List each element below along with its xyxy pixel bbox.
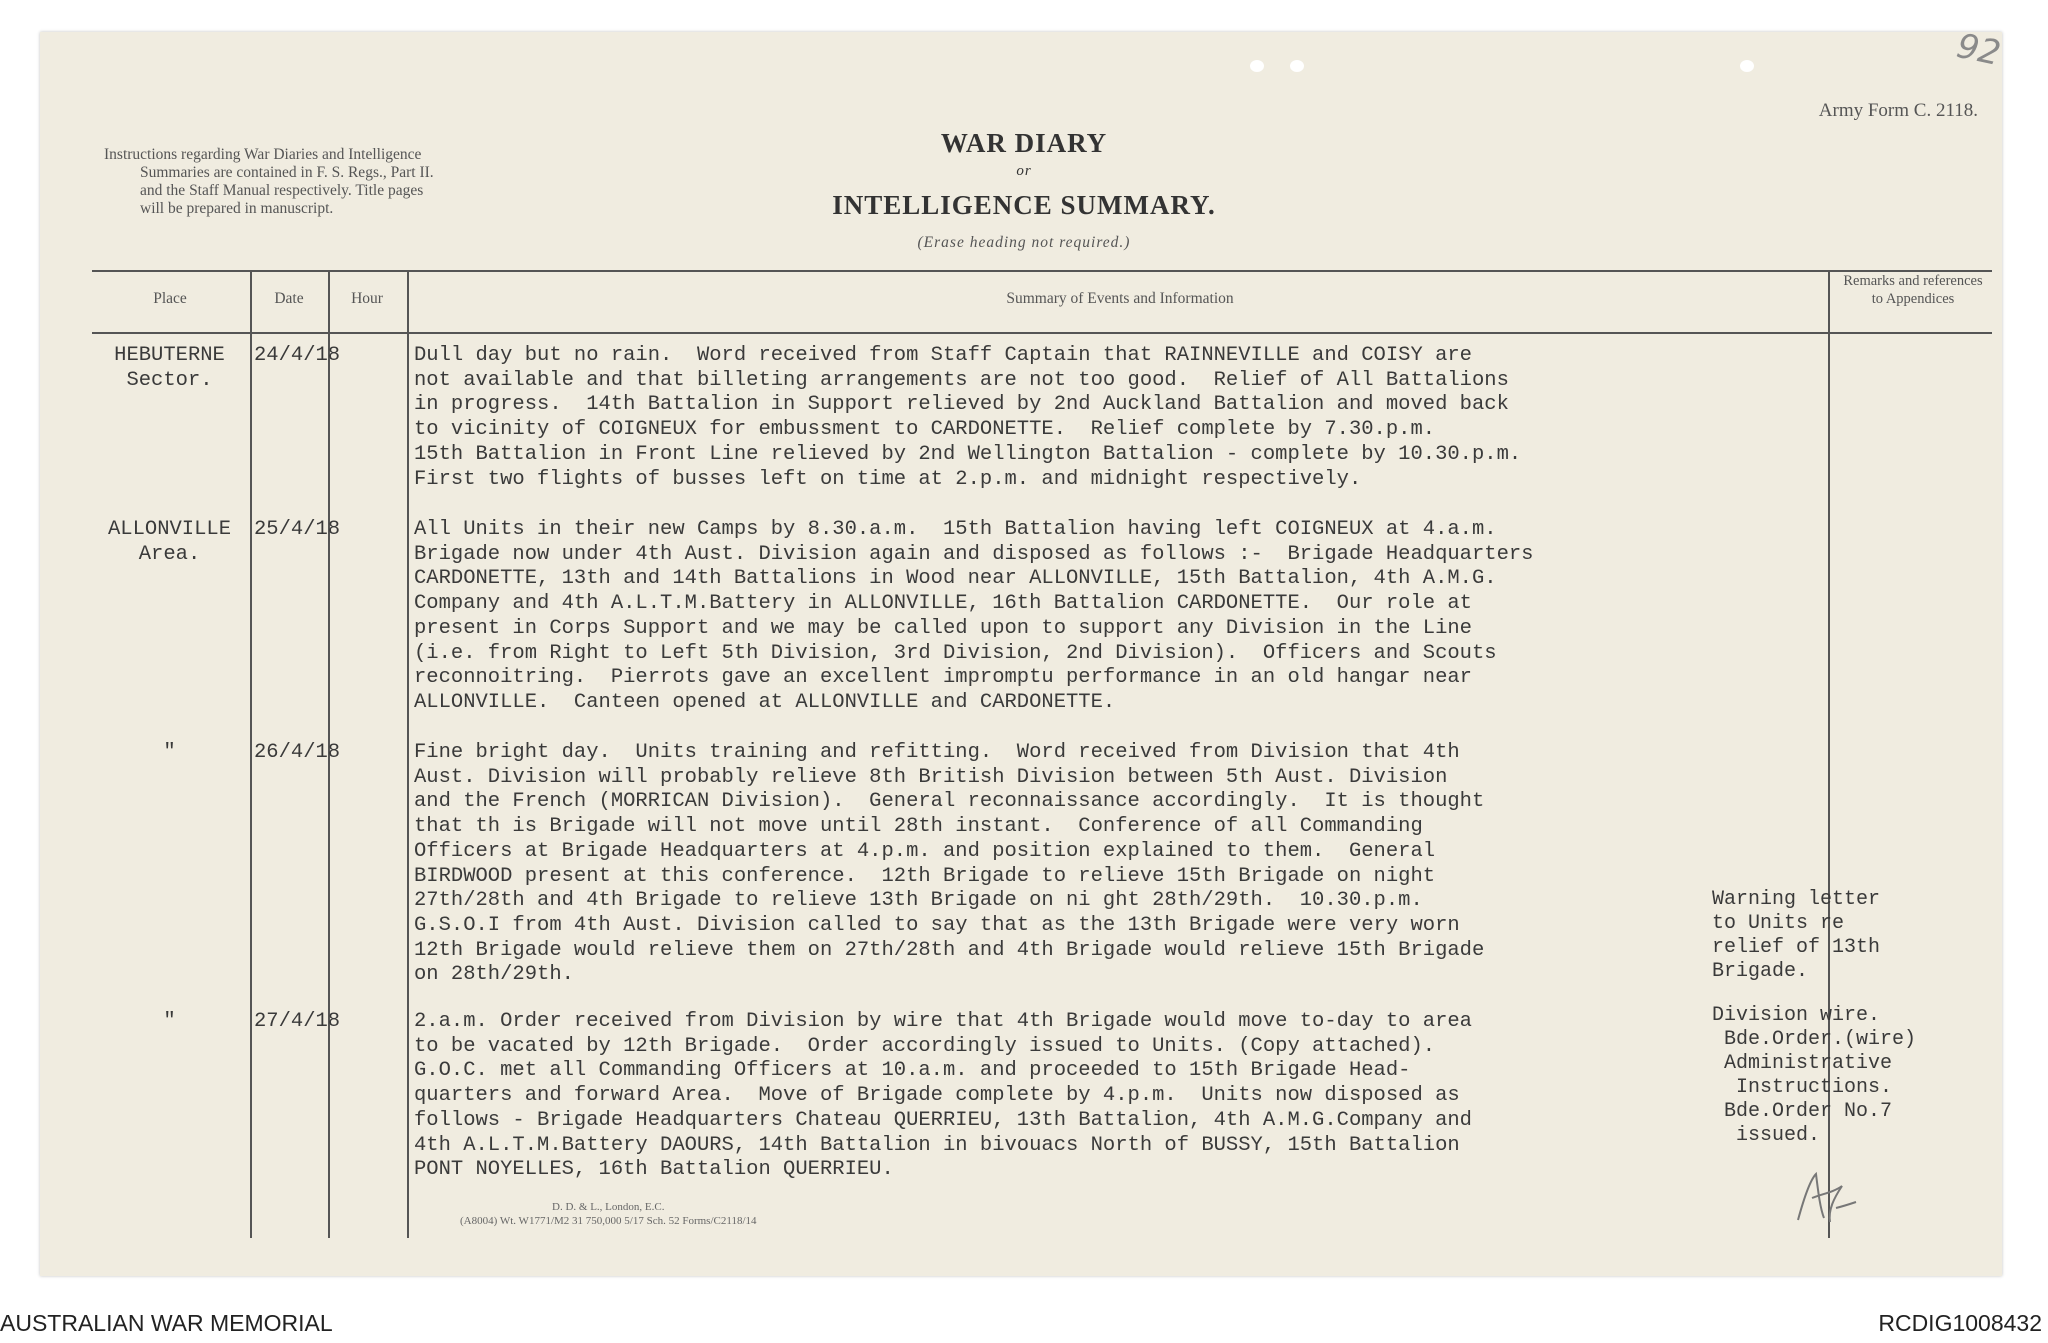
entry-date: 24/4/18 — [254, 344, 341, 367]
title-or: or — [1016, 163, 1032, 179]
column-header-place: Place — [153, 290, 187, 307]
erase-heading-note: (Erase heading not required.) — [917, 234, 1131, 251]
entry-date: 27/4/18 — [254, 1010, 341, 1033]
entry-date: 26/4/18 — [254, 741, 341, 764]
column-divider — [250, 272, 252, 1238]
column-header-hour: Hour — [351, 290, 383, 307]
entry-place: " — [163, 1010, 176, 1033]
folio-number: 92 — [1953, 25, 2004, 75]
title-intelligence-summary: INTELLIGENCE SUMMARY. — [832, 190, 1216, 220]
entry-summary: Fine bright day. Units training and refitting. Word received from Division that 4th Aust. Division will probably relieve 8th British Division between 5th Aust. Division and the French (MORRICAN Division). General reconnaissance accordingly. It is thought that th is Brigade will not move until 28th instant. Conference of all Commanding Officers at Brigade Headquarters at 4.p.m. and position explained to them. General BIRDWOOD present at this conference. 12th Brigade to relieve 15th Brigade on night 27th/28th and 4th Brigade to relieve 13th Brigade on ni ght 28th/29th. 10.30.p.m. G.S.O.I from 4th Aust. Division called to say that as the 13th Brigade were very worn 12th Brigade would relieve them on 27th/28th and 4th Brigade would relieve 15th Brigade on 28th/29th. — [414, 741, 1485, 987]
column-header-remarks: Remarks and references to Appendices — [1843, 273, 1983, 307]
instructions-line: Instructions regarding War Diaries and Intelligence — [104, 146, 422, 163]
printer-line: D. D. & L., London, E.C. — [552, 1201, 665, 1213]
signature-initials — [1790, 1168, 1860, 1233]
instructions-line: will be prepared in manuscript. — [140, 200, 334, 217]
entry-place: " — [163, 741, 176, 764]
table-header-rule — [92, 332, 1992, 334]
table-top-rule — [92, 270, 1992, 272]
column-header-summary: Summary of Events and Information — [1006, 290, 1234, 307]
printer-imprint — [460, 1200, 757, 1228]
army-form-number: Army Form C. 2118. — [1818, 100, 1978, 121]
entry-date: 25/4/18 — [254, 518, 341, 541]
title-war-diary: WAR DIARY — [940, 128, 1108, 158]
entry-remarks: Warning letter to Units re relief of 13th Brigade. — [1712, 888, 1881, 983]
entry-place: ALLONVILLE Area. — [107, 518, 232, 566]
entry-place: HEBUTERNE Sector. — [114, 344, 225, 392]
instructions-line: and the Staff Manual respectively. Title pages — [140, 182, 424, 199]
punch-hole — [1740, 60, 1754, 72]
column-divider — [407, 272, 409, 1238]
entry-summary: All Units in their new Camps by 8.30.a.m. 15th Battalion having left COIGNEUX at 4.a.m. Brigade now under 4th Aust. Division again and disposed as follows :- Brigade Headquarters CARDONETTE, 13th and 14th Battalions in Wood near ALLONVILLE, 15th Battalion, 4th A.M.G. Company and 4th A.L.T.M.Battery in ALLONVILLE, 16th Battalion CARDONETTE. Our role at present in Corps Support and we may be called upon to support any Division in the Line (i.e. from Right to Left 5th Division, 3rd Division, 2nd Division). Officers and Scouts reconnoitring. Pierrots gave an excellent impromptu performance in an old hangar near ALLONVILLE. Canteen opened at ALLONVILLE and CARDONETTE. — [414, 518, 1534, 714]
entry-summary: 2.a.m. Order received from Division by wire that 4th Brigade would move to-day to area to be vacated by 12th Brigade. Order accordingly issued to Units. (Copy attached). G.O.C. met all Commanding Officers at 10.a.m. and proceeded to 15th Brigade Head- quarters and forward Area. Move of Brigade complete by 4.p.m. Units now disposed as follows - Brigade Headquarters Chateau QUERRIEU, 13th Battalion, 4th A.M.G.Company and 4th A.L.T.M.Battery DAOURS, 14th Battalion in bivouacs North of BUSSY, 15th Battalion PONT NOYELLES, 16th Battalion QUERRIEU. — [414, 1010, 1472, 1182]
punch-hole — [1250, 60, 1264, 72]
institution-label: AUSTRALIAN WAR MEMORIAL — [0, 1310, 333, 1336]
entry-summary: Dull day but no rain. Word received from Staff Captain that RAINNEVILLE and COISY are not available and that billeting arrangements are not too good. Relief of All Battalions in progress. 14th Battalion in Support relieved by 2nd Auckland Battalion and moved back to vicinity of COIGNEUX for embussment to CARDONETTE. Relief complete by 7.30.p.m. 15th Battalion in Front Line relieved by 2nd Wellington Battalion - complete by 10.30.p.m. First two flights of busses left on time at 2.p.m. and midnight respectively. — [414, 344, 1522, 491]
punch-hole — [1290, 60, 1304, 72]
column-header-date: Date — [274, 290, 304, 307]
printer-line: (A8004) Wt. W1771/M2 31 750,000 5/17 Sch. 52 Forms/C2118/14 — [460, 1215, 757, 1227]
instructions-line: Summaries are contained in F. S. Regs., Part II. — [140, 164, 434, 181]
entry-remarks: Division wire. Bde.Order.(wire) Administrative Instructions. Bde.Order No.7 issued. — [1712, 1004, 1917, 1147]
record-reference: RCDIG1008432 — [1878, 1310, 2042, 1336]
